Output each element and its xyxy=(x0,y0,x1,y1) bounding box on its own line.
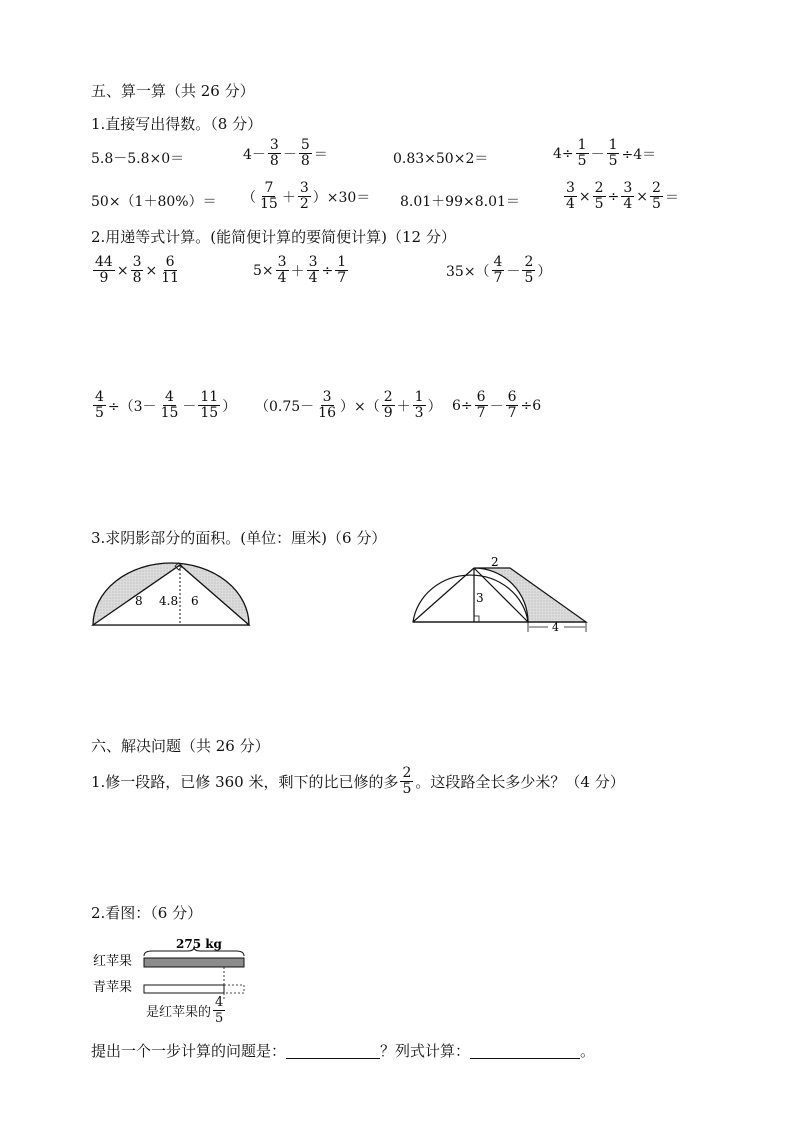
q1-expr-5: 50×（1＋80%）＝ xyxy=(91,194,217,210)
section-5-title: 五、算一算（共 26 分） xyxy=(91,82,255,100)
q1-expr-7: 8.01＋99×8.01＝ xyxy=(400,194,520,210)
q1-expr-2: 4－ $\frac{3}{8}$ － $\frac{5}{8}$ ＝ xyxy=(243,137,328,169)
fig1-label-hyp: 8 xyxy=(135,594,143,608)
q1-expr-3: 0.83×50×2＝ xyxy=(393,151,489,167)
q2-expr-5: （0.75－ $\frac{3}{16}$ ）×（ $\frac{2}{9}$ ＋ $\frac{1}{3}$ ） xyxy=(255,389,442,421)
figure-semicircle-triangle xyxy=(85,555,255,630)
figure-semicircle-trapezoid xyxy=(408,555,593,637)
q1-expr-6: （ $\frac{7}{15}$ ＋ $\frac{3}{2}$ ）×30＝ xyxy=(242,180,371,212)
question-blank[interactable] xyxy=(286,1042,380,1059)
s6-q1: 1.修一段路，已修 360 米，剩下的比已修的多 $\frac{2}{5}$ 。这段路全长多少米？（4 分） xyxy=(91,765,625,797)
q2-expr-2: 5× $\frac{3}{4}$ ＋ $\frac{3}{4}$ ÷ $\frac{1}{7}$ xyxy=(253,254,347,286)
label-green-apple: 青苹果 xyxy=(93,980,133,995)
q2-title: 2.用递等式计算。(能简便计算的要简便计算)（12 分） xyxy=(91,228,456,246)
fig1-label-leg: 6 xyxy=(191,594,199,608)
s6-q2-ask: 提出一个一步计算的问题是： ？列式计算： 。 xyxy=(91,1042,596,1060)
apple-ratio-note: 是红苹果的 $\frac{4}{5}$ xyxy=(146,995,224,1026)
q2-expr-6: 6÷ $\frac{6}{7}$ － $\frac{6}{7}$ ÷6 xyxy=(452,389,542,421)
q2-expr-1: $\frac{44}{9}$ × $\frac{3}{8}$ × $\frac{6}{11}$ xyxy=(95,254,180,286)
fig2-label-height: 3 xyxy=(476,591,484,605)
q1-expr-1: 5.8－5.8×0＝ xyxy=(91,151,185,167)
fig1-label-height: 4.8 xyxy=(159,594,179,608)
q2-expr-3: 35×（ $\frac{4}{7}$ － $\frac{2}{5}$ ） xyxy=(446,254,552,286)
fig2-label-top: 2 xyxy=(491,555,499,569)
q1-expr-4: 4÷ $\frac{1}{5}$ － $\frac{1}{5}$ ÷4＝ xyxy=(553,137,657,169)
section-6-title: 六、解决问题（共 26 分） xyxy=(91,737,270,755)
label-weight: 275 kg xyxy=(176,937,222,951)
s6-q2-title: 2.看图：（6 分） xyxy=(91,904,203,922)
fig2-label-bottom: 4 xyxy=(552,621,559,634)
calculation-blank[interactable] xyxy=(470,1042,580,1059)
q1-title: 1.直接写出得数。（8 分） xyxy=(91,115,263,133)
label-red-apple: 红苹果 xyxy=(93,954,133,969)
q1-expr-8: $\frac{3}{4}$ × $\frac{2}{5}$ ÷ $\frac{3}{4}$ × $\frac{2}{5}$ ＝ xyxy=(566,180,679,212)
q2-expr-4: $\frac{4}{5}$ ÷（3－ $\frac{4}{15}$ － $\frac{11}{15}$ ） xyxy=(95,389,237,421)
q3-title: 3.求阴影部分的面积。(单位：厘米)（6 分） xyxy=(91,529,387,547)
